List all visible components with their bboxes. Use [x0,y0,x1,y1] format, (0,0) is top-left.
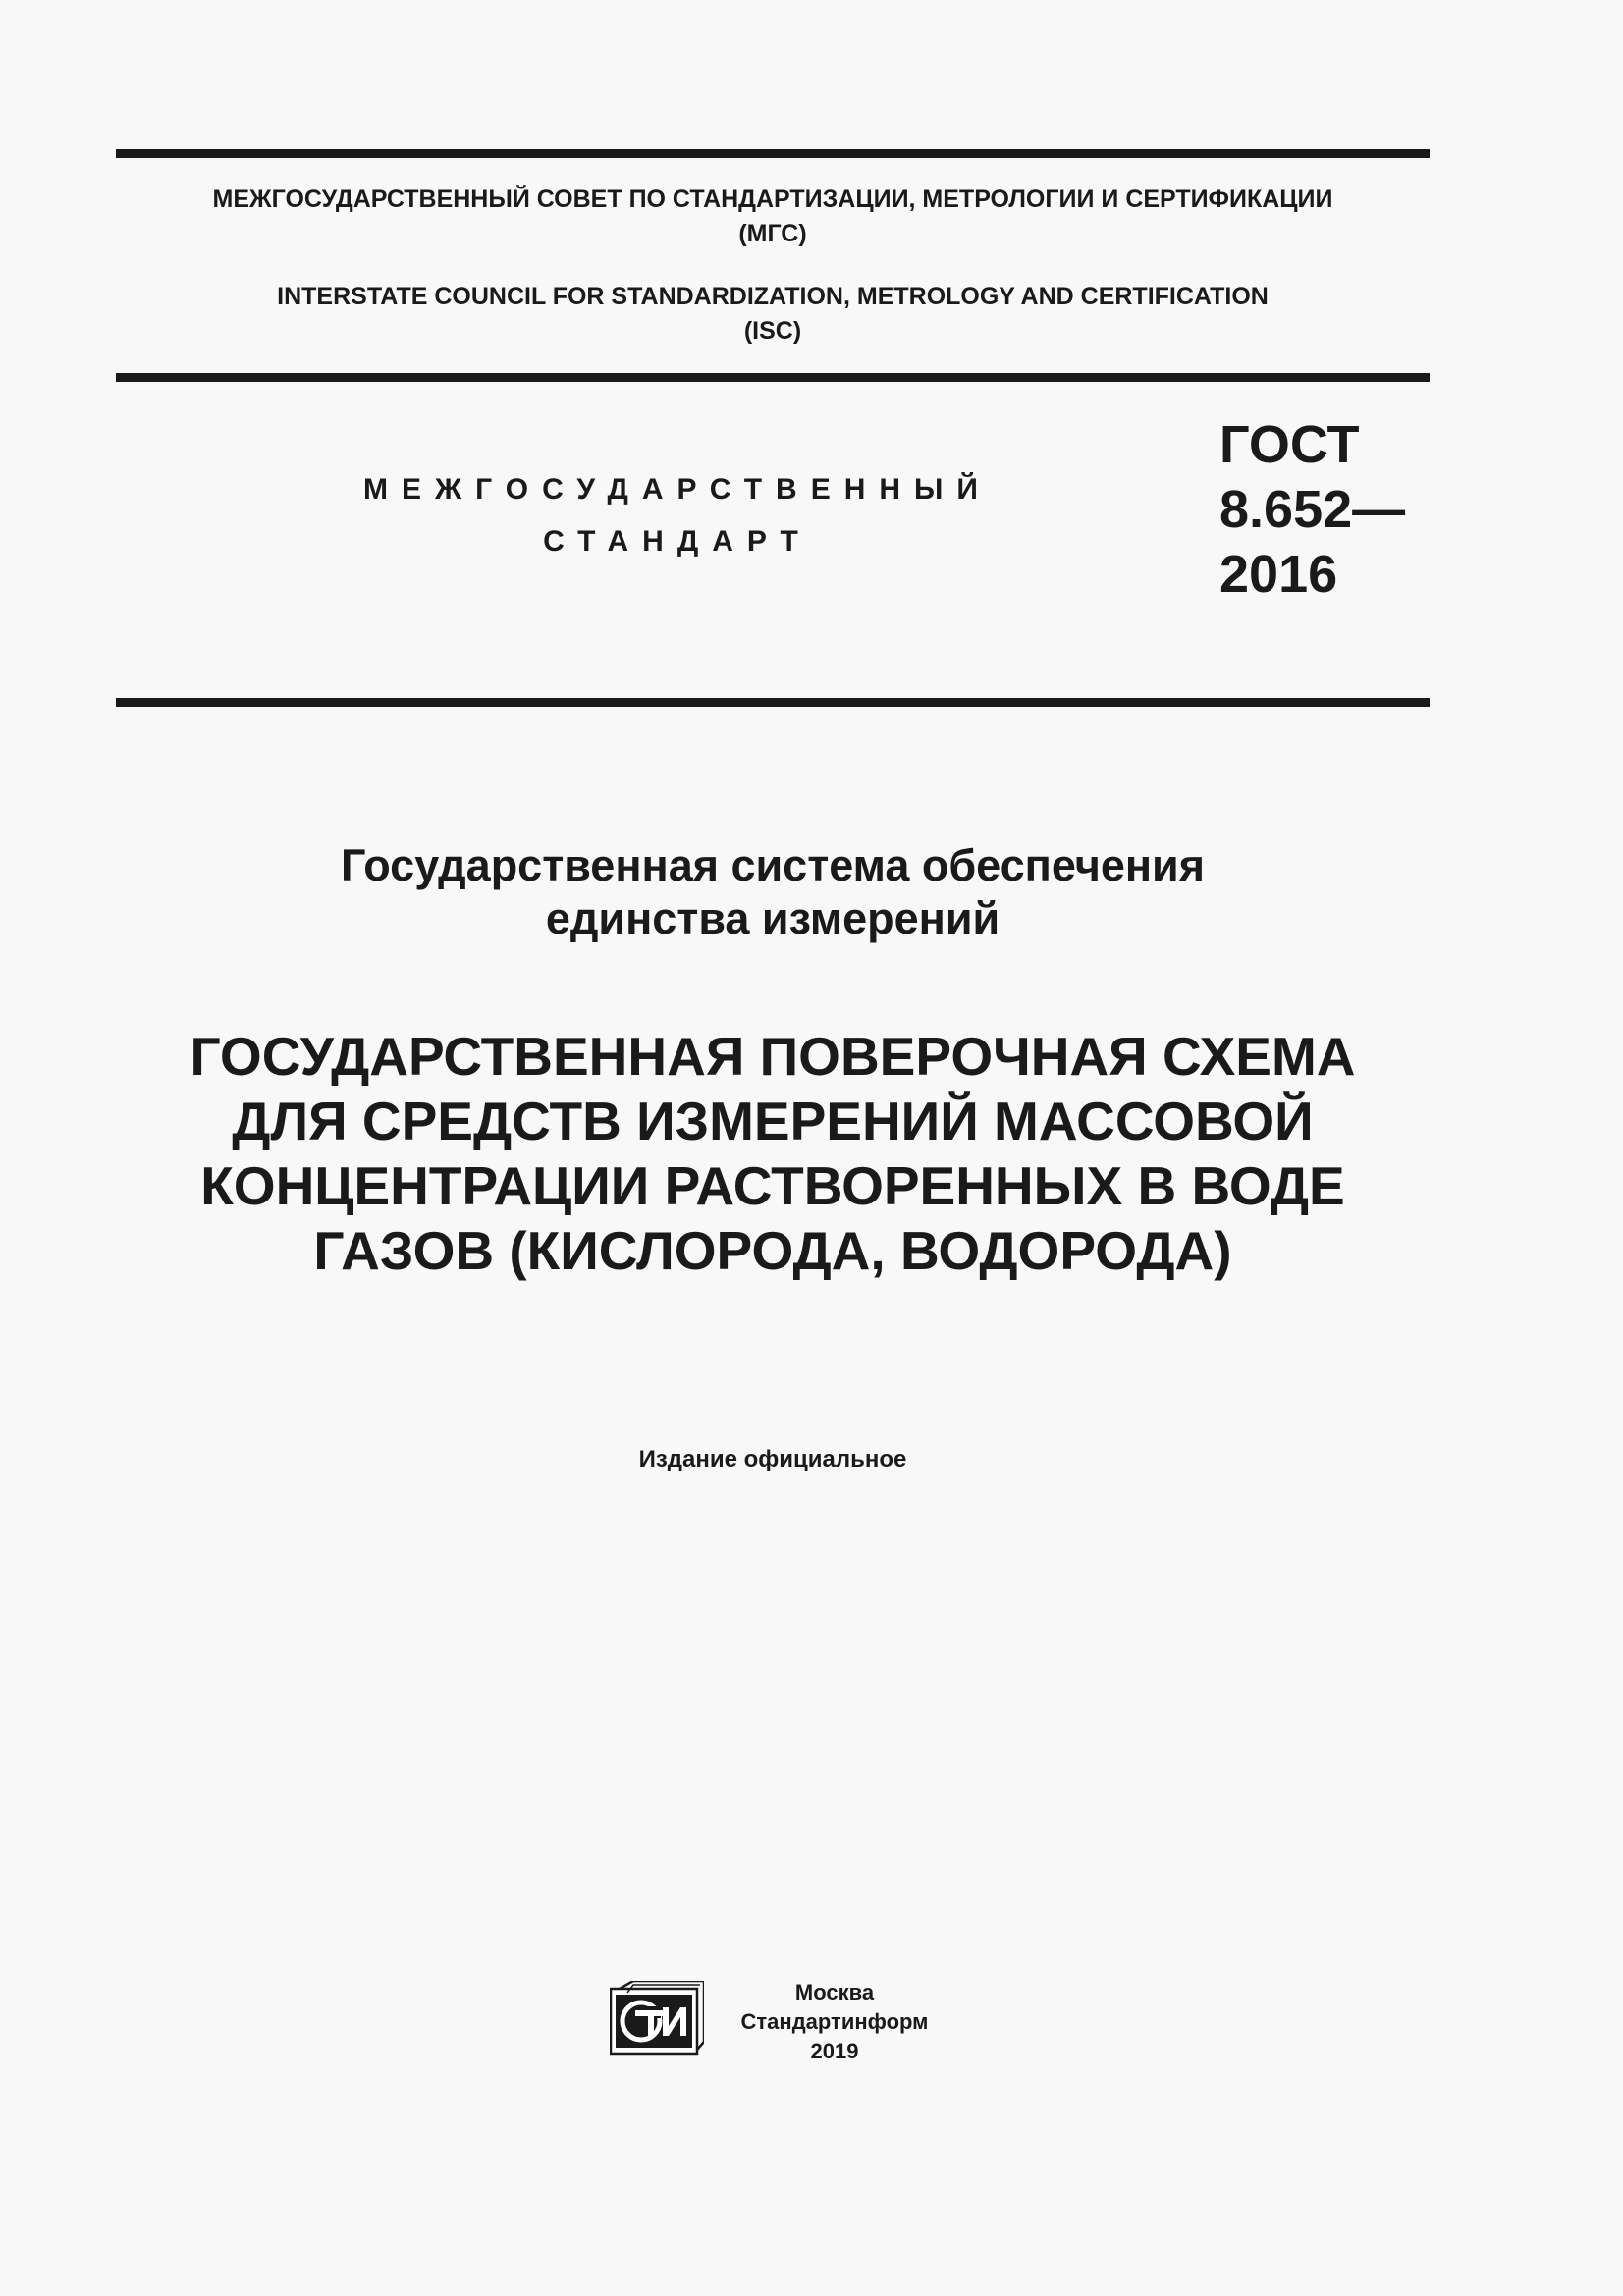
standard-kind-line1: МЕЖГОСУДАРСТВЕННЫЙ [363,473,992,506]
council-name-en [116,280,1430,348]
publisher-block [712,1978,957,2066]
edition-note: Издание официальное [638,1446,907,1472]
council-abbr-en: (ISC) [743,317,802,345]
publisher-year: 2019 [810,2039,859,2063]
document-title-line3: КОНЦЕНТРАЦИИ РАСТВОРЕННЫХ В ВОДЕ [200,1155,1345,1216]
council-name-en-line1: INTERSTATE COUNCIL FOR STANDARDIZATION, METROLOGY AND CERTIFICATION [277,283,1269,310]
gost-designation-line2: 8.652— [1219,480,1406,539]
council-name-ru-line1: МЕЖГОСУДАРСТВЕННЫЙ СОВЕТ ПО СТАНДАРТИЗАЦИИ, МЕТРОЛОГИИ И СЕРТИФИКАЦИИ [212,186,1333,213]
publisher-name: Стандартинформ [740,2009,929,2034]
gost-designation-line1: ГОСТ [1219,415,1360,474]
series-title [116,839,1430,945]
council-name-ru [116,183,1430,251]
document-title-line1: ГОСУДАРСТВЕННАЯ ПОВЕРОЧНАЯ СХЕМА [189,1026,1356,1087]
standartinform-logo-icon [610,1981,704,2056]
standard-kind-line2: СТАНДАРТ [543,525,812,558]
top-rule [116,149,1430,158]
document-title-line2: ДЛЯ СРЕДСТВ ИЗМЕРЕНИЙ МАССОВОЙ [232,1091,1314,1151]
council-abbr-ru: (МГС) [738,220,807,247]
series-title-line1: Государственная система обеспечения [341,840,1205,890]
bottom-rule [116,698,1430,707]
gost-designation-line3: 2016 [1219,545,1338,604]
document-title-line4: ГАЗОВ (КИСЛОРОДА, ВОДОРОДА) [313,1220,1232,1281]
gost-designation [1219,412,1405,607]
document-title [116,1024,1430,1283]
middle-rule [116,373,1430,382]
publisher-city: Москва [794,1980,875,2004]
series-title-line2: единства измерений [545,893,1001,943]
